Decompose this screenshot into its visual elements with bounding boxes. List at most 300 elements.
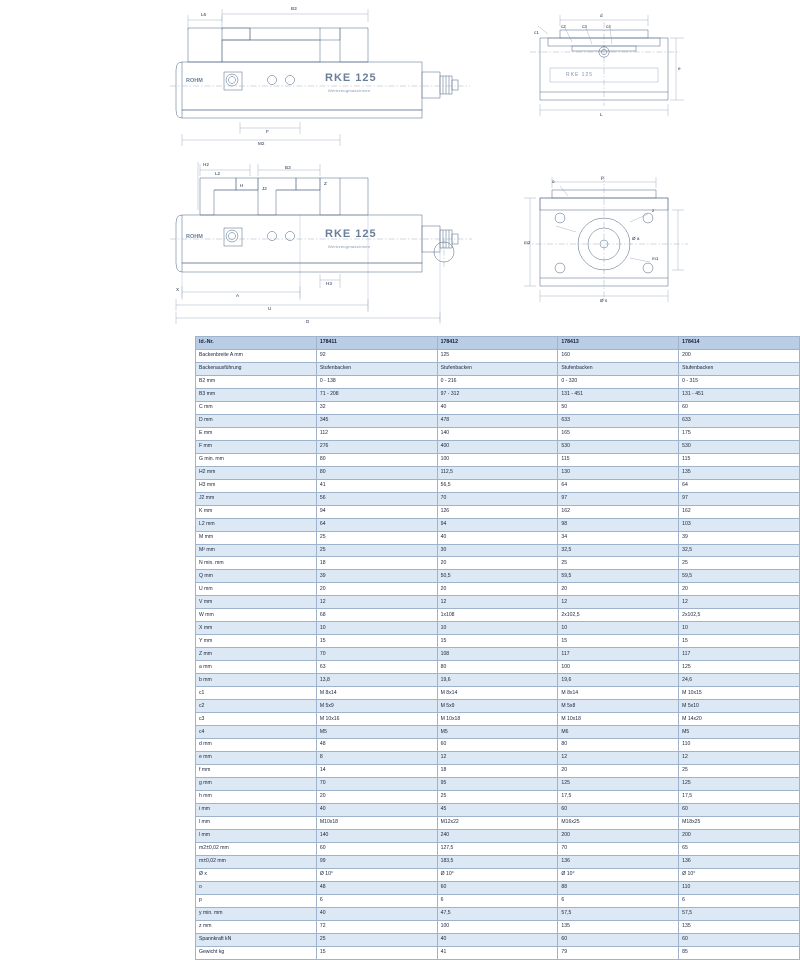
table-cell: 71 - 208 [316,388,437,401]
table-cell: 12 [437,596,558,609]
dim-label-l2: L2 [215,171,221,176]
table-cell: Stufenbacken [679,362,800,375]
table-row [196,401,800,414]
table-cell: 56,5 [437,479,558,492]
table-cell: 108 [437,648,558,661]
table-row-label: M² mm [196,544,317,557]
table-cell: M6 [558,726,679,739]
table-cell: Ø 10° [679,868,800,881]
table-cell: 160 [558,349,679,362]
table-cell: 140 [437,427,558,440]
dim-label-b3-mid: B3 [285,165,291,170]
table-row [196,349,800,362]
table-row [196,492,800,505]
technical-drawing-svg [0,0,800,335]
table-cell: 633 [558,414,679,427]
dim-label-h2: H2 [203,162,209,167]
table-cell: Stufenbacken [316,362,437,375]
table-header-cell: 178411 [316,337,437,350]
table-cell: 135 [679,920,800,933]
table-cell: M 10x18 [437,713,558,726]
table-row [196,648,800,661]
table-cell: 34 [558,531,679,544]
table-cell: 70 [437,492,558,505]
table-cell: 39 [316,570,437,583]
table-row-label: m2±0,02 mm [196,842,317,855]
table-cell: M 5x8 [558,700,679,713]
table-cell: 345 [316,414,437,427]
table-cell: 92 [316,349,437,362]
table-row [196,479,800,492]
table-cell: 24,6 [679,674,800,687]
table-cell: 100 [558,661,679,674]
table-row-label: Backenbreite A mm [196,349,317,362]
table-cell: M5 [679,726,800,739]
table-cell: 64 [558,479,679,492]
table-row-label: D mm [196,414,317,427]
table-cell: 183,5 [437,855,558,868]
table-cell: 30 [437,544,558,557]
table-header-cell: Id.-Nr. [196,337,317,350]
table-row [196,570,800,583]
table-cell: 99 [316,855,437,868]
table-cell: 6 [316,894,437,907]
table-cell: 6 [558,894,679,907]
table-cell: M 5x9 [437,700,558,713]
dim-label-dia-s: Ø s [600,298,608,303]
table-cell: 80 [316,453,437,466]
dim-label-e-right: e [678,66,681,71]
table-cell: 70 [316,648,437,661]
table-row-label: m±0,02 mm [196,855,317,868]
table-cell: 6 [437,894,558,907]
spec-table-wrapper [195,336,800,960]
table-header-cell: 178412 [437,337,558,350]
table-row-label: Backenausführung [196,362,317,375]
table-row [196,596,800,609]
table-cell: 80 [558,739,679,752]
table-cell: 2x102,5 [679,609,800,622]
dim-label-m1: m1 [652,256,659,261]
table-cell: M 5x9 [316,700,437,713]
table-cell: 135 [679,466,800,479]
table-cell: 14 [316,764,437,777]
table-cell: 0 - 138 [316,375,437,388]
table-cell: 25 [679,764,800,777]
table-cell: M 10x18 [558,713,679,726]
table-cell: 12 [437,752,558,765]
dim-label-o: o [552,179,555,184]
dim-label-z: Z [324,181,327,186]
table-row-label: c1 [196,687,317,700]
table-header-row [196,337,800,350]
table-cell: 103 [679,518,800,531]
table-cell: 47,5 [437,907,558,920]
table-cell: 32 [316,401,437,414]
table-row [196,375,800,388]
table-cell: 10 [316,622,437,635]
table-cell: 41 [316,479,437,492]
table-row [196,920,800,933]
table-row [196,674,800,687]
table-cell: 39 [679,531,800,544]
side-view-brand: RKE 125 [325,228,377,240]
table-cell: 60 [437,881,558,894]
table-cell: 25 [316,531,437,544]
table-row-label: e mm [196,752,317,765]
table-row-label: H2 mm [196,466,317,479]
table-cell: 126 [437,505,558,518]
table-row [196,518,800,531]
table-cell: 60 [558,933,679,946]
table-header-cell: 178414 [679,337,800,350]
table-cell: 240 [437,829,558,842]
table-row-label: Y mm [196,635,317,648]
table-row-label: B3 mm [196,388,317,401]
top-view-brand: RKE 125 [325,72,377,84]
table-cell: 530 [679,440,800,453]
table-cell: 200 [679,349,800,362]
table-row [196,790,800,803]
table-cell: 45 [437,803,558,816]
table-row-label: Q mm [196,570,317,583]
table-cell: 18 [437,764,558,777]
table-cell: 100 [437,920,558,933]
table-cell: 60 [679,401,800,414]
top-view-subtitle: Werkzeugmaschinen [328,88,371,93]
table-cell: 19,6 [558,674,679,687]
table-cell: 165 [558,427,679,440]
dim-label-d-right: d [600,13,603,18]
table-cell: 117 [679,648,800,661]
spec-table [195,336,800,960]
table-cell: 200 [679,829,800,842]
table-cell: 162 [558,505,679,518]
dim-label-h3: H3 [326,281,332,286]
table-cell: 57,5 [679,907,800,920]
side-view-subtitle: Werkzeugmaschinen [328,244,371,249]
logo-side: ROHM [186,234,203,240]
table-cell: Ø 10° [558,868,679,881]
table-row-label: c4 [196,726,317,739]
table-row-label: z mm [196,920,317,933]
table-cell: 40 [437,933,558,946]
logo-top: ROHM [186,78,203,84]
table-row [196,726,800,739]
table-cell: 125 [679,777,800,790]
table-cell: M12x22 [437,816,558,829]
table-row-label: h mm [196,790,317,803]
table-row-label: d mm [196,739,317,752]
table-row-label: W mm [196,609,317,622]
table-row-label: G min. mm [196,453,317,466]
table-cell: 20 [679,583,800,596]
dim-label-c4: c4 [606,24,611,29]
table-row [196,388,800,401]
table-row-label: K mm [196,505,317,518]
table-cell: 60 [679,803,800,816]
table-cell: 12 [558,752,679,765]
table-row [196,764,800,777]
table-cell: 100 [437,453,558,466]
table-cell: 115 [679,453,800,466]
table-row-label: g mm [196,777,317,790]
dim-label-x: X [176,287,180,292]
table-row [196,777,800,790]
table-row-label: Ø x [196,868,317,881]
table-row [196,803,800,816]
dim-label-m2: M2 [258,141,265,146]
table-cell: M 10x15 [679,687,800,700]
table-cell: 15 [679,635,800,648]
dim-label-f: F [266,129,269,134]
table-cell: 70 [316,777,437,790]
table-cell: M 10x16 [316,713,437,726]
table-cell: 40 [316,803,437,816]
table-row-label: Z mm [196,648,317,661]
table-cell: Ø 10° [316,868,437,881]
table-row [196,752,800,765]
table-row [196,505,800,518]
table-cell: 20 [558,764,679,777]
dim-label-l6: L6 [201,12,207,17]
table-cell: M 8x14 [316,687,437,700]
table-cell: 135 [558,920,679,933]
table-row-label: X mm [196,622,317,635]
table-row [196,739,800,752]
table-cell: 88 [558,881,679,894]
table-cell: 25 [437,790,558,803]
table-cell: 117 [558,648,679,661]
table-row-label: b mm [196,674,317,687]
table-cell: 15 [558,635,679,648]
table-row [196,687,800,700]
table-cell: 13,8 [316,674,437,687]
table-cell: M 14x20 [679,713,800,726]
table-cell: 130 [558,466,679,479]
table-cell: 131 - 451 [558,388,679,401]
table-cell: 162 [679,505,800,518]
table-header-cell: 178413 [558,337,679,350]
table-cell: M 8x14 [437,687,558,700]
table-cell: 110 [679,881,800,894]
dim-label-dia-a: Ø a [632,236,640,241]
table-cell: 60 [437,739,558,752]
table-cell: 59,5 [558,570,679,583]
table-cell: 136 [679,855,800,868]
table-row [196,894,800,907]
table-cell: Stufenbacken [437,362,558,375]
table-cell: 127,5 [437,842,558,855]
table-cell: 110 [679,739,800,752]
table-cell: 131 - 451 [679,388,800,401]
table-cell: 15 [316,946,437,959]
table-row-label: M mm [196,531,317,544]
dim-label-d: D [306,319,310,324]
table-cell: 0 - 315 [679,375,800,388]
table-cell: 276 [316,440,437,453]
table-cell: 6 [679,894,800,907]
table-row [196,842,800,855]
table-cell: 70 [558,842,679,855]
table-cell: 125 [558,777,679,790]
table-cell: 68 [316,609,437,622]
table-cell: M5 [437,726,558,739]
table-cell: 72 [316,920,437,933]
table-cell: 12 [316,596,437,609]
table-cell: 64 [316,518,437,531]
table-row [196,907,800,920]
table-cell: 25 [316,544,437,557]
dim-label-c1: c1 [534,30,539,35]
table-cell: 175 [679,427,800,440]
table-cell: 20 [558,583,679,596]
table-row [196,414,800,427]
table-cell: 60 [558,803,679,816]
table-cell: 65 [679,842,800,855]
table-cell: 40 [437,531,558,544]
table-cell: 17,5 [679,790,800,803]
table-cell: 12 [679,752,800,765]
right-panel-label: RKE 125 [566,72,594,78]
dim-label-m2-right: m2 [524,240,531,245]
table-row [196,440,800,453]
table-row-label: H3 mm [196,479,317,492]
table-cell: 2x102,5 [558,609,679,622]
table-cell: 48 [316,739,437,752]
table-row [196,609,800,622]
table-row-label: p [196,894,317,907]
table-cell: 98 [558,518,679,531]
table-row-label: o [196,881,317,894]
table-row [196,868,800,881]
table-cell: 0 - 320 [558,375,679,388]
table-cell: Stufenbacken [558,362,679,375]
table-row [196,635,800,648]
table-row [196,881,800,894]
table-cell: 80 [316,466,437,479]
table-row-label: c2 [196,700,317,713]
dim-label-b3: B3 [291,6,297,11]
table-cell: 64 [679,479,800,492]
table-cell: 140 [316,829,437,842]
table-row [196,362,800,375]
table-cell: M16x25 [558,816,679,829]
table-cell: 80 [437,661,558,674]
table-row [196,544,800,557]
table-cell: 15 [316,635,437,648]
table-cell: 125 [437,349,558,362]
table-row-label: i mm [196,803,317,816]
table-cell: 17,5 [558,790,679,803]
table-row-label: L2 mm [196,518,317,531]
table-cell: 63 [316,661,437,674]
table-cell: M10x18 [316,816,437,829]
table-cell: 50,5 [437,570,558,583]
table-cell: 50 [558,401,679,414]
table-row-label: f mm [196,764,317,777]
table-row [196,829,800,842]
table-row-label: E mm [196,427,317,440]
table-row [196,583,800,596]
table-cell: 200 [558,829,679,842]
table-cell: 10 [437,622,558,635]
table-row [196,661,800,674]
table-row-label: B2 mm [196,375,317,388]
table-cell: 94 [437,518,558,531]
table-row [196,855,800,868]
table-cell: 20 [437,557,558,570]
table-cell: 25 [679,557,800,570]
table-cell: 41 [437,946,558,959]
table-cell: 60 [679,933,800,946]
table-cell: 48 [316,881,437,894]
table-cell: 136 [558,855,679,868]
table-row-label: y min. mm [196,907,317,920]
table-cell: 1x108 [437,609,558,622]
table-cell: 530 [558,440,679,453]
table-row-label: a mm [196,661,317,674]
dim-label-z-right: z [652,208,655,213]
table-row [196,557,800,570]
table-row [196,700,800,713]
table-row-label: l mm [196,829,317,842]
table-cell: 20 [437,583,558,596]
dim-label-u: U [268,306,272,311]
table-cell: 10 [679,622,800,635]
table-row [196,466,800,479]
table-cell: M 8x14 [558,687,679,700]
table-cell: 115 [558,453,679,466]
table-cell: 10 [558,622,679,635]
table-cell: 633 [679,414,800,427]
dim-label-a: A [236,293,240,298]
table-cell: 15 [437,635,558,648]
table-cell: 25 [558,557,679,570]
dim-label-c2: c2 [561,24,566,29]
table-row-label: F mm [196,440,317,453]
table-cell: 60 [316,842,437,855]
table-cell: 400 [437,440,558,453]
table-row [196,427,800,440]
table-cell: 0 - 216 [437,375,558,388]
table-cell: M 5x10 [679,700,800,713]
table-cell: 478 [437,414,558,427]
table-cell: 40 [437,401,558,414]
table-cell: 12 [679,596,800,609]
table-cell: 94 [316,505,437,518]
table-cell: M5 [316,726,437,739]
dim-label-j2: J2 [262,186,267,191]
table-cell: 8 [316,752,437,765]
table-row-label: J2 mm [196,492,317,505]
table-row-label: C mm [196,401,317,414]
table-row-label: Gewicht kg [196,946,317,959]
table-cell: 40 [316,907,437,920]
table-row [196,713,800,726]
table-cell: 32,5 [679,544,800,557]
table-row-label: c3 [196,713,317,726]
table-cell: 79 [558,946,679,959]
table-row-label: N min. mm [196,557,317,570]
table-cell: M18x25 [679,816,800,829]
table-cell: 25 [316,933,437,946]
table-row-label: V mm [196,596,317,609]
table-cell: 59,5 [679,570,800,583]
table-row-label: l mm [196,816,317,829]
table-cell: 20 [316,583,437,596]
table-cell: 125 [679,661,800,674]
